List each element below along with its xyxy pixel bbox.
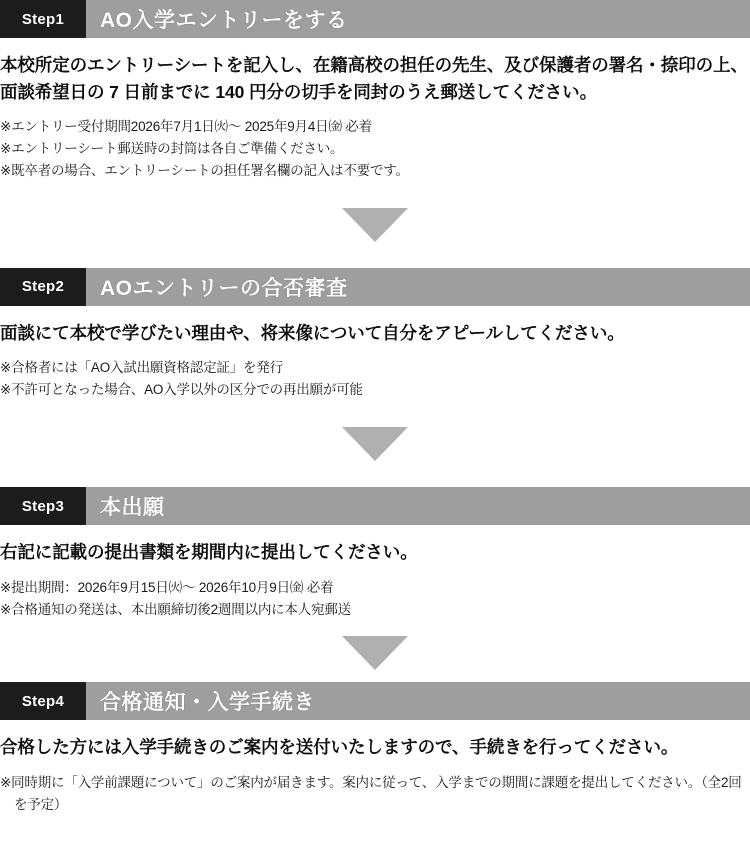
- step-lead-3: 右記に記載の提出書類を期間内に提出してください。: [0, 542, 418, 563]
- note-item: ※提出期間：2026年9月15日㈫〜 2026年10月9日㈮ 必着: [0, 579, 334, 595]
- flow-arrow-3: [0, 636, 750, 670]
- note-item: ※同時期に「入学前課題について」のご案内が届きます。案内に従って、入学までの期間に課題を提出してください。（全2回を予定）: [0, 774, 742, 812]
- step-header-3: [0, 487, 750, 525]
- step-notes-2: [0, 357, 750, 401]
- step-lead-2: 面談にて本校で学びたい理由や、将来像について自分をアピールしてください。: [0, 322, 625, 343]
- step-notes-3: [0, 577, 750, 621]
- note-item: ※エントリーシート郵送時の封筒は各自ご準備ください。: [0, 141, 344, 157]
- step-notes-1: [0, 116, 750, 182]
- flow-arrow-1: [0, 208, 750, 242]
- note-item: ※不許可となった場合、AO入学以外の区分での再出願が可能: [0, 382, 363, 398]
- step-notes-4: [0, 772, 750, 816]
- note-item: ※エントリー受付期間2026年7月1日㈫〜 2025年9月4日㈮ 必着: [0, 119, 372, 135]
- step-lead-1: 本校所定のエントリーシートを記入し、在籍高校の担任の先生、及び保護者の署名・捺印の上、面談希望日の 7 日前までに 140 円分の切手を同封のうえ郵送してください。: [0, 55, 748, 102]
- step-title-2: AOエントリーの合否審査: [100, 276, 348, 300]
- note-item: ※合格通知の発送は、本出願締切後2週間以内に本人宛郵送: [0, 601, 351, 617]
- triangle-down-icon: [342, 427, 408, 461]
- step-badge-3: Step3: [0, 487, 86, 525]
- note-item: ※既卒者の場合、エントリーシートの担任署名欄の記入は不要です。: [0, 162, 409, 178]
- step-badge-4: Step4: [0, 682, 86, 720]
- flow-arrow-2: [0, 427, 750, 461]
- step-lead-4: 合格した方には入学手続きのご案内を送付いたしますので、手続きを行ってください。: [0, 737, 679, 758]
- step-header-1: [0, 0, 750, 38]
- note-item: ※合格者には「AO入試出願資格認定証」を発行: [0, 360, 283, 376]
- step-badge-2: Step2: [0, 268, 86, 306]
- step-title-1: AO入学エントリーをする: [100, 9, 348, 32]
- triangle-down-icon: [342, 208, 408, 242]
- step-header-2: [0, 268, 750, 306]
- step-title-4: 合格通知・入学手続き: [100, 691, 315, 715]
- step-header-4: [0, 682, 750, 720]
- step-badge-1: Step1: [0, 0, 86, 38]
- step-title-3: 本出願: [100, 496, 165, 520]
- triangle-down-icon: [342, 636, 408, 670]
